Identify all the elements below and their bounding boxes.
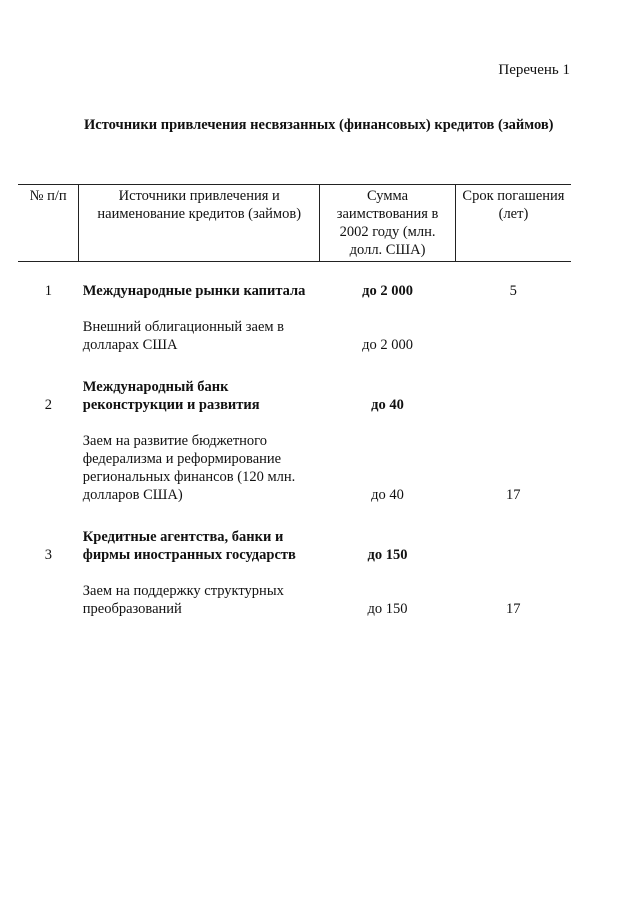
group-name: Кредитные агентства, банки и фирмы иностранных государств <box>82 529 296 563</box>
list-label: Перечень 1 <box>498 62 570 78</box>
item-amount: до 40 <box>371 487 404 503</box>
loans-table <box>18 184 571 618</box>
table-row-group <box>18 354 571 414</box>
table-row-group <box>18 504 571 564</box>
group-amount: до 2 000 <box>362 283 413 299</box>
item-amount: до 2 000 <box>362 337 413 353</box>
table-row-group <box>18 262 571 301</box>
item-name: Заем на поддержку структурных преобразований <box>82 583 284 617</box>
table-row-item <box>18 564 571 618</box>
item-term: 17 <box>505 601 521 617</box>
group-amount: до 150 <box>367 547 408 563</box>
item-name: Заем на развитие бюджетного федерализма и реформирование региональных финансов (120 млн. долларов США) <box>82 433 296 503</box>
column-header-term: Срок погашения (лет) <box>455 185 571 262</box>
group-name: Международные рынки капитала <box>82 283 306 299</box>
document-title: Источники привлечения несвязанных (финансовых) кредитов (займов) <box>84 117 554 133</box>
group-number: 2 <box>44 397 53 413</box>
table-header-row <box>18 185 571 262</box>
item-amount: до 150 <box>367 601 408 617</box>
group-term <box>455 504 571 564</box>
item-number <box>18 414 79 504</box>
group-number: 3 <box>44 547 53 563</box>
group-amount: до 40 <box>371 397 404 413</box>
column-header-number: № п/п <box>18 185 79 262</box>
group-term: 5 <box>509 283 517 299</box>
item-name: Внешний облигационный заем в долларах США <box>82 319 285 353</box>
item-term: 17 <box>505 487 521 503</box>
column-header-amount: Сумма заимствования в 2002 году (млн. долл. США) <box>320 185 456 262</box>
group-term <box>455 354 571 414</box>
item-number <box>18 564 79 618</box>
item-number <box>18 300 79 354</box>
table-row-item <box>18 300 571 354</box>
column-header-source: Источники привлечения и наименование кредитов (займов) <box>79 185 320 262</box>
group-number: 1 <box>44 283 53 299</box>
group-name: Международный банк реконструкции и развития <box>82 379 260 413</box>
item-term <box>455 300 571 354</box>
table-row-item <box>18 414 571 504</box>
